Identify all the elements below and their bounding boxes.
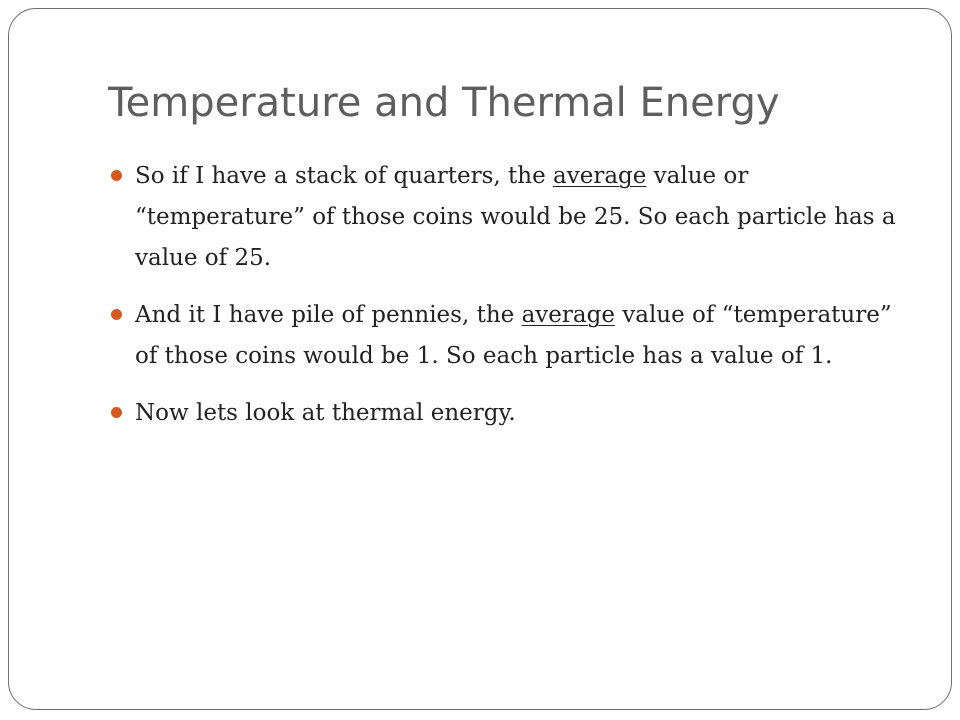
bullet-list <box>108 156 908 450</box>
bullet-item <box>108 156 908 279</box>
bullet-text-before: And it I have pile of pennies, the <box>135 302 522 328</box>
bullet-item <box>108 295 908 377</box>
underlined-word: average <box>521 302 615 328</box>
bullet-text-after: value of “temperature” of those coins would be 1. So each particle has a value of 1. <box>135 302 892 369</box>
bullet-text: Now lets look at thermal energy. <box>135 400 516 426</box>
slide-title: Temperature and Thermal Energy <box>108 80 780 126</box>
bullet-dot-icon <box>111 170 122 181</box>
bullet-item <box>108 393 908 434</box>
bullet-dot-icon <box>111 309 122 320</box>
bullet-dot-icon <box>111 407 122 418</box>
bullet-text-before: So if I have a stack of quarters, the <box>135 163 554 189</box>
underlined-word: average <box>553 163 647 189</box>
bullet-text-after: value or “temperature” of those coins would be 25. So each particle has a value of 25. <box>135 163 896 271</box>
